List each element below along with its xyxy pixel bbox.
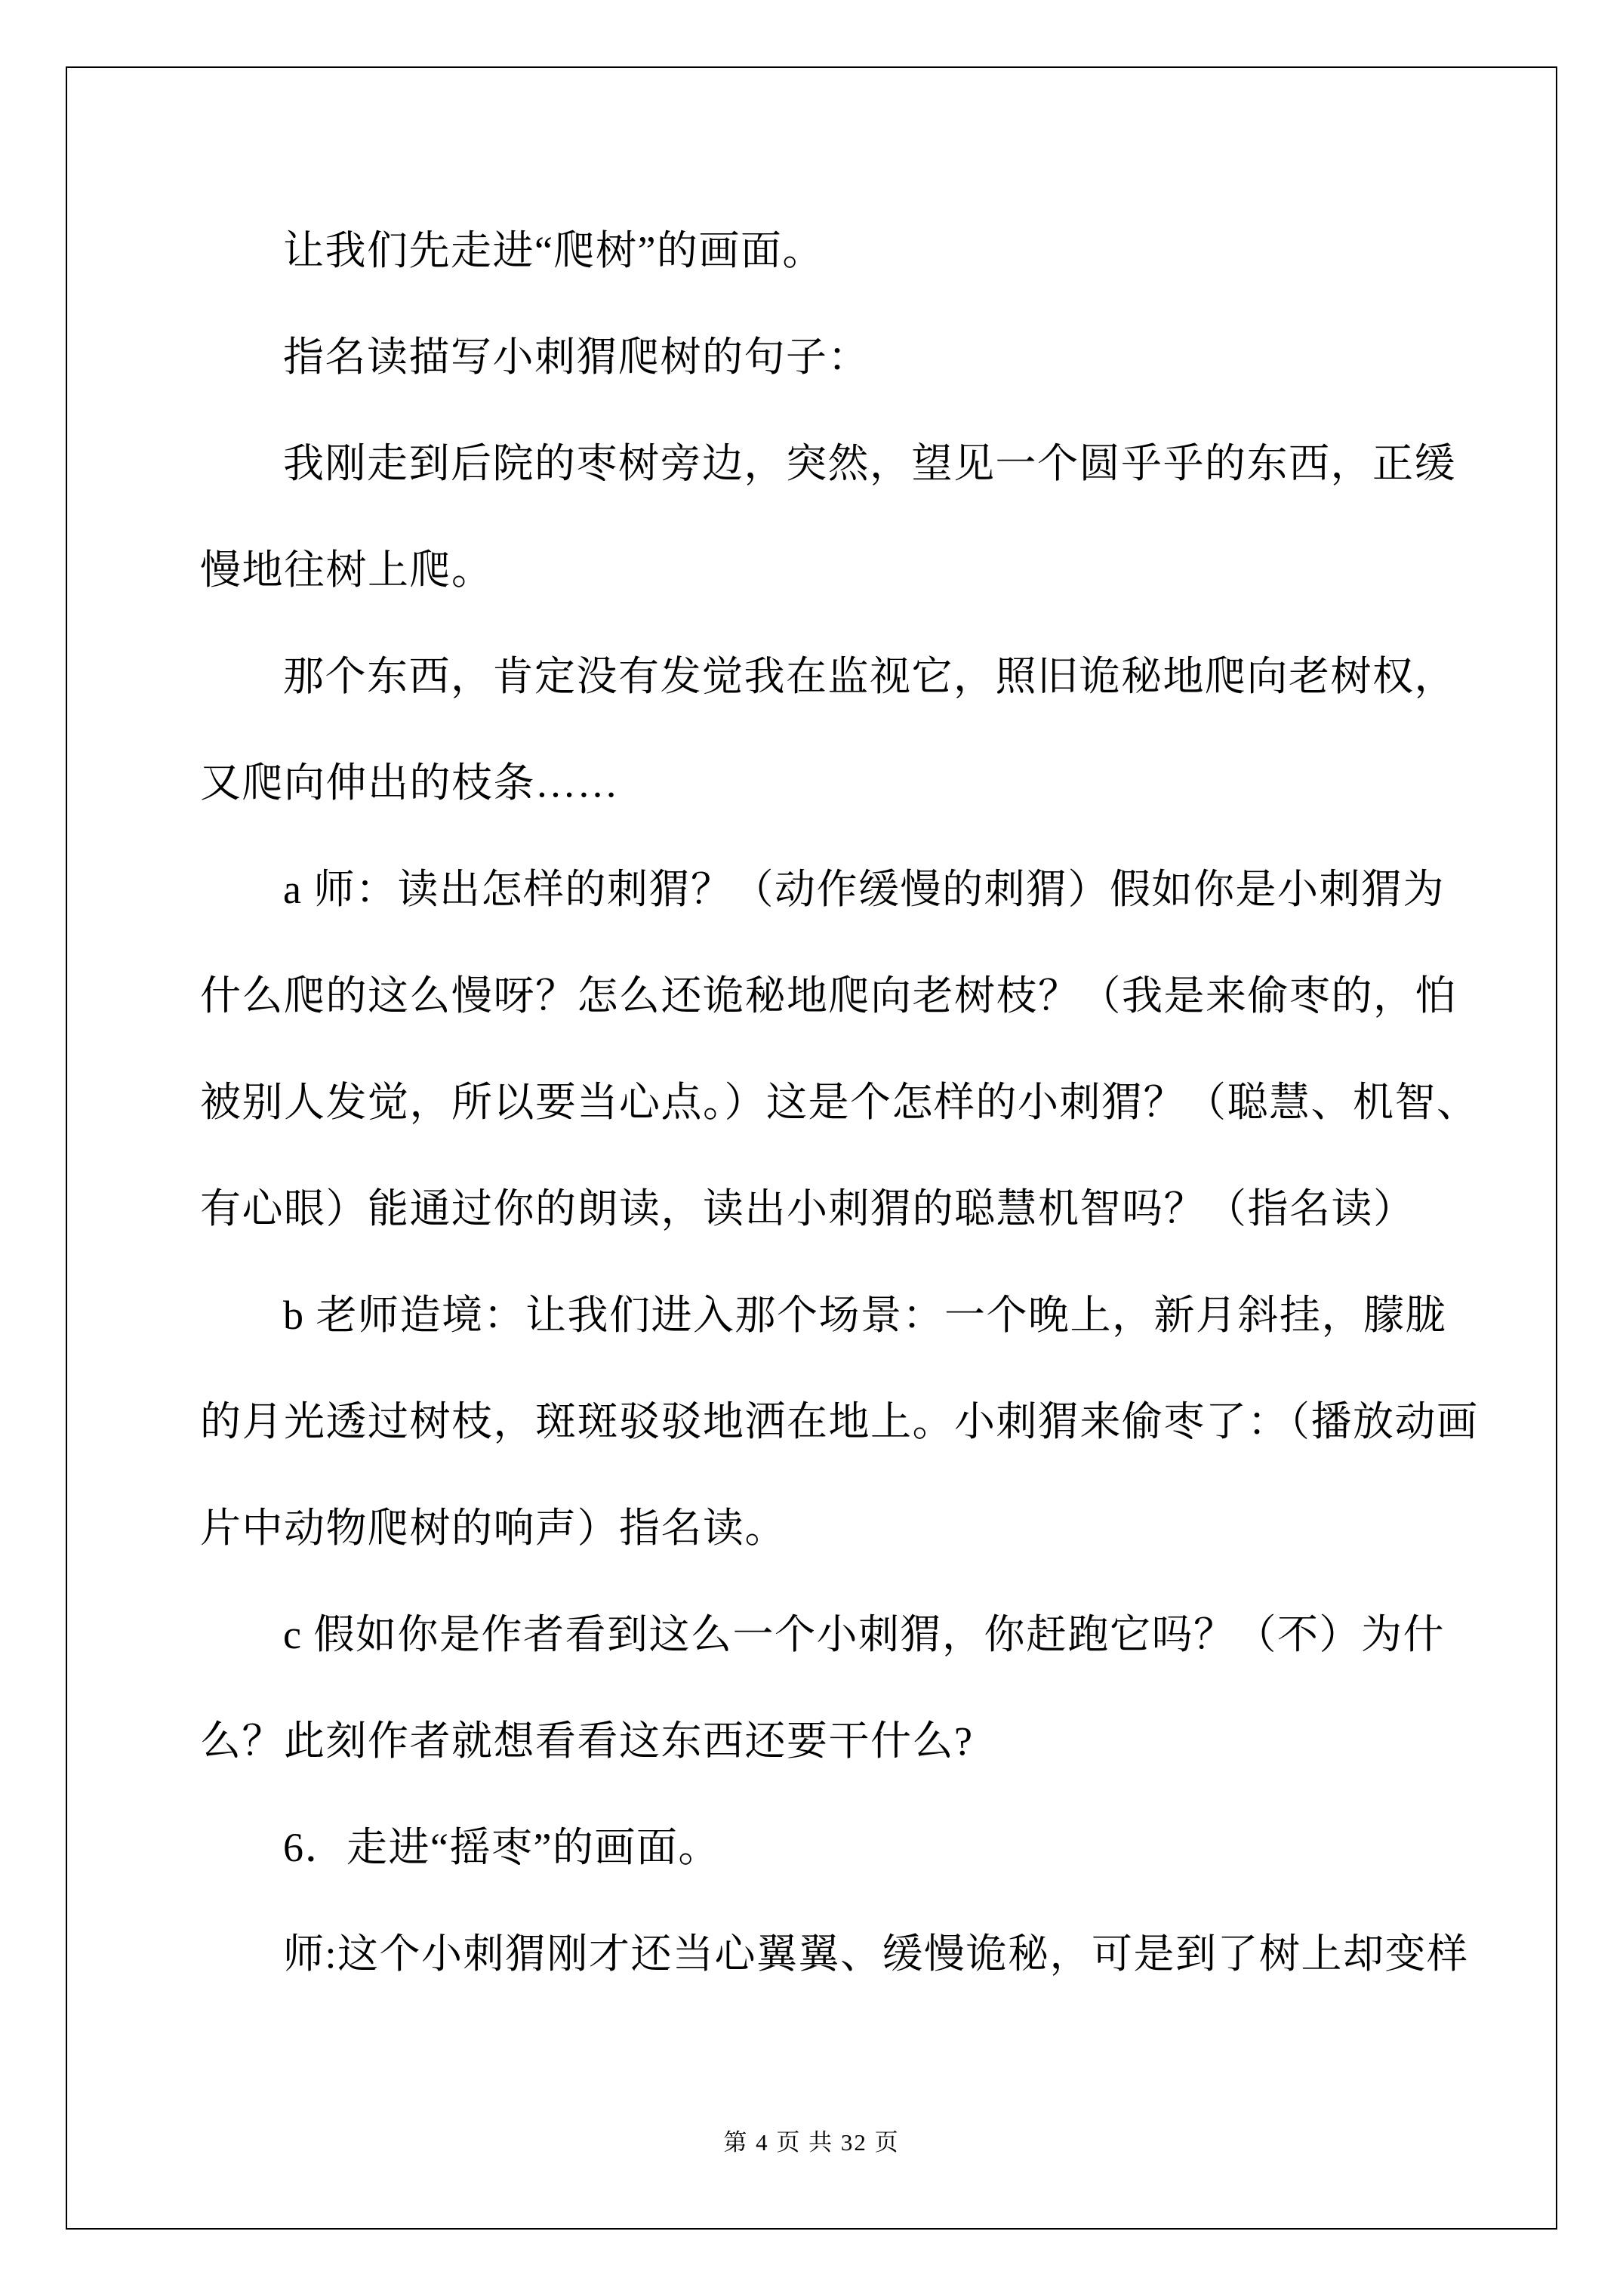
text-line: 么？此刻作者就想看看这东西还要干什么? [200, 1718, 974, 1764]
page-number-label: 第 4 页 共 32 页 [723, 2129, 900, 2156]
text-line: 我刚走到后院的枣树旁边，突然，望见一个圆乎乎的东西，正缓 [283, 441, 1456, 486]
page-border-frame [66, 66, 1557, 2230]
text-line: 慢地往树上爬。 [200, 547, 494, 593]
text-line: b 老师造境：让我们进入那个场景：一个晚上，新月斜挂，朦胧 [283, 1293, 1447, 1338]
text-line: 被别人发觉，所以要当心点。）这是个怎样的小刺猬？（聪慧、机智、 [200, 1080, 1479, 1125]
document-body [200, 198, 1480, 2008]
text-line: 那个东西，肯定没有发觉我在监视它，照旧诡秘地爬向老树权， [283, 654, 1456, 699]
text-line: c 假如你是作者看到这么一个小刺猬，你赶跑它吗？（不）为什 [283, 1612, 1445, 1657]
text-line: 师:这个小刺猬刚才还当心翼翼、缓慢诡秘，可是到了树上却变样 [283, 1931, 1469, 1977]
text-line: a 师：读出怎样的刺猬？（动作缓慢的刺猬）假如你是小刺猬为 [283, 867, 1445, 912]
text-line: 6．走进“摇枣”的画面。 [283, 1825, 720, 1870]
text-line: 片中动物爬树的响声）指名读。 [200, 1505, 787, 1551]
text-line: 又爬向伸出的枝条…… [200, 760, 619, 806]
page-footer [67, 2125, 1556, 2159]
text-line: 让我们先走进“爬树”的画面。 [283, 228, 824, 273]
text-line: 指名读描写小刺猬爬树的句子： [283, 334, 870, 380]
text-line: 的月光透过树枝，斑斑驳驳地洒在地上。小刺猬来偷枣了：（播放动画 [200, 1399, 1479, 1444]
text-line: 有心眼）能通过你的朗读，读出小刺猬的聪慧机智吗？（指名读） [200, 1186, 1415, 1231]
text-line: 什么爬的这么慢呀？怎么还诡秘地爬向老树枝？（我是来偷枣的，怕 [200, 973, 1457, 1019]
